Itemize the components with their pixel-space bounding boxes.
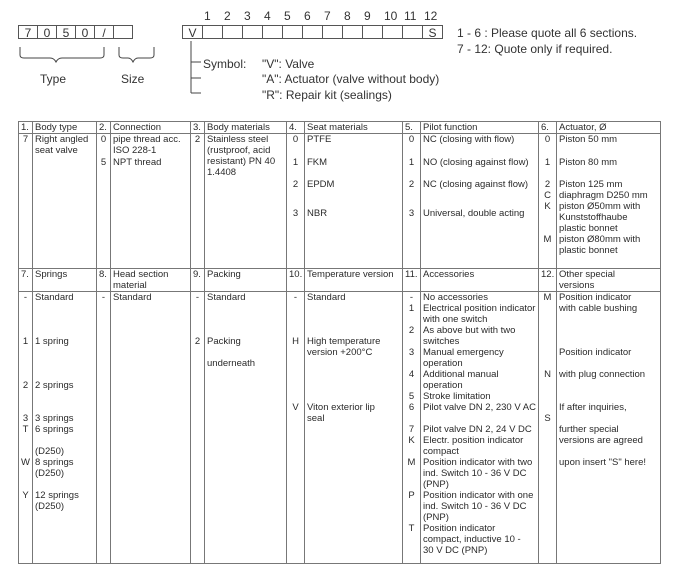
option-code: 0 <box>100 134 107 145</box>
position-number: 11 <box>404 9 417 23</box>
option-text: PTFE <box>307 134 332 145</box>
position-number: 4 <box>264 9 271 23</box>
header-number: 12. <box>539 269 557 292</box>
option-codes: - H V <box>287 292 305 564</box>
code-box: 5 <box>56 25 76 39</box>
position-number: 8 <box>344 9 351 23</box>
option-text: NC (closing with flow) <box>423 134 515 145</box>
header-label: Springs <box>33 269 97 292</box>
option-codes <box>539 134 557 269</box>
position-number: 5 <box>284 9 291 23</box>
option-texts <box>557 134 661 269</box>
option-codes: - 2 <box>191 292 205 564</box>
option-text: Piston 125 mm diaphragm D250 mm piston Ø50mm with Kunststoffhaube plastic bonnet piston Ø80mm with plastic bonnet <box>559 179 648 256</box>
header-label: Packing <box>205 269 287 292</box>
option-code: 2 <box>408 179 415 190</box>
option-code: 1 <box>292 157 299 168</box>
option-text: Piston 50 mm <box>559 134 618 145</box>
position-number: 7 <box>324 9 331 23</box>
option-code: 2 <box>194 134 201 145</box>
option-code: 3 <box>292 208 299 219</box>
option-codes <box>191 134 205 269</box>
symbol-r: "R": Repair kit (sealings) <box>262 88 392 102</box>
header-number: 10. <box>287 269 305 292</box>
option-codes: M N S <box>539 292 557 564</box>
table-options-extra <box>18 268 661 564</box>
header-label: Body materials <box>205 122 287 134</box>
position-number: 3 <box>244 9 251 23</box>
option-text: Universal, double acting <box>423 208 525 219</box>
option-texts <box>33 134 97 269</box>
option-text: NPT thread <box>113 157 162 168</box>
option-text: FKM <box>307 157 328 168</box>
option-code: 2 <box>292 179 299 190</box>
header-number: 2. <box>97 122 111 134</box>
size-label: Size <box>121 72 145 86</box>
option-texts <box>421 134 539 269</box>
option-texts: Standard High temperature version +200°C Viton exterior lip seal <box>305 292 403 564</box>
option-codes <box>19 134 33 269</box>
option-codes: - 1 2 3 T W Y <box>19 292 33 564</box>
header-label: Body type <box>33 122 97 134</box>
option-texts <box>205 134 287 269</box>
header-label: Actuator, Ø <box>557 122 661 134</box>
option-text: NBR <box>307 208 328 219</box>
table-body-options <box>18 121 661 269</box>
header-number: 7. <box>19 269 33 292</box>
header-number: 4. <box>287 122 305 134</box>
option-codes <box>97 134 111 269</box>
position-number: 10 <box>384 9 398 23</box>
option-text: NC (closing against flow) <box>423 179 529 190</box>
option-codes: - <box>97 292 111 564</box>
option-codes: - 1 2 3 4 5 6 7 K M P T <box>403 292 421 564</box>
position-number: 9 <box>364 9 371 23</box>
code-box: / <box>94 25 114 39</box>
option-code: 3 <box>408 208 415 219</box>
symbol-a: "A": Actuator (valve without body) <box>262 72 440 86</box>
option-text: EPDM <box>307 179 335 190</box>
code-box: 0 <box>75 25 95 39</box>
symbol-v: "V": Valve <box>262 57 315 71</box>
option-code: 7 <box>22 134 29 145</box>
option-texts <box>305 134 403 269</box>
option-texts: Standard <box>111 292 191 564</box>
option-texts <box>111 134 191 269</box>
code-box: 7 <box>18 25 38 39</box>
symbol-title: Symbol: <box>203 57 247 71</box>
option-codes <box>287 134 305 269</box>
option-texts: Standard Packing underneath <box>205 292 287 564</box>
type-label: Type <box>40 72 67 86</box>
option-code: 1 <box>544 157 551 168</box>
option-code: 5 <box>100 157 107 168</box>
header-label: Other special versions <box>557 269 661 292</box>
option-text: NO (closing against flow) <box>423 157 529 168</box>
header-number: 9. <box>191 269 205 292</box>
option-code: 0 <box>408 134 415 145</box>
code-box: 0 <box>37 25 57 39</box>
option-code: 0 <box>292 134 299 145</box>
position-number: 12 <box>424 9 438 23</box>
header-number: 11. <box>403 269 421 292</box>
header-number: 6. <box>539 122 557 134</box>
header-number: 5. <box>403 122 421 134</box>
header-number: 1. <box>19 122 33 134</box>
position-number: 6 <box>304 9 311 23</box>
position-number: 2 <box>224 9 231 23</box>
header-label: Pilot function <box>421 122 539 134</box>
option-text: Piston 80 mm <box>559 157 618 168</box>
position-number: 1 <box>204 9 211 23</box>
option-code: 1 <box>408 157 415 168</box>
header-label: Accessories <box>421 269 539 292</box>
option-texts: Standard 1 spring 2 springs 3 springs 6 springs (D250) 8 springs (D250) 12 springs (D250) <box>33 292 97 564</box>
header-label: Seat materials <box>305 122 403 134</box>
code-box: V <box>182 25 203 39</box>
header-label: Connection <box>111 122 191 134</box>
header-number: 8. <box>97 269 111 292</box>
option-text: Stainless steel (rustproof, acid resistant) PN 40 1.4408 <box>207 134 276 178</box>
header-number: 3. <box>191 122 205 134</box>
option-code: 2 C K M <box>543 179 552 245</box>
header-label: Temperature version <box>305 269 403 292</box>
option-text: pipe thread acc. ISO 228-1 <box>113 134 181 156</box>
option-texts: Position indicator with cable bushing Position indicator with plug connection If after inquiries, further special versions are agreed upon insert "S" here! <box>557 292 661 564</box>
header-label: Head section material <box>111 269 191 292</box>
option-text: Right angled seat valve <box>35 134 89 156</box>
option-codes <box>403 134 421 269</box>
note-required: 1 - 6 : Please quote all 6 sections. <box>457 26 638 40</box>
option-texts: No accessories Electrical position indicator with one switch As above but with two switches Manual emergency operation Additional manual operation Stroke limitation Pilot valve DN 2, 230 V AC Pilot valve DN 2, 24 V DC Electr. position indicator compact Position indicator with two ind. Switch 10 - 36 V DC (PNP) Position indicator with one ind. Switch 10 - 36 V DC (PNP) Position indicator compact, inductive 10 - 30 V DC (PNP) <box>421 292 539 564</box>
note-optional: 7 - 12: Quote only if required. <box>457 42 613 56</box>
code-box: S <box>422 25 443 39</box>
option-code: 0 <box>544 134 551 145</box>
